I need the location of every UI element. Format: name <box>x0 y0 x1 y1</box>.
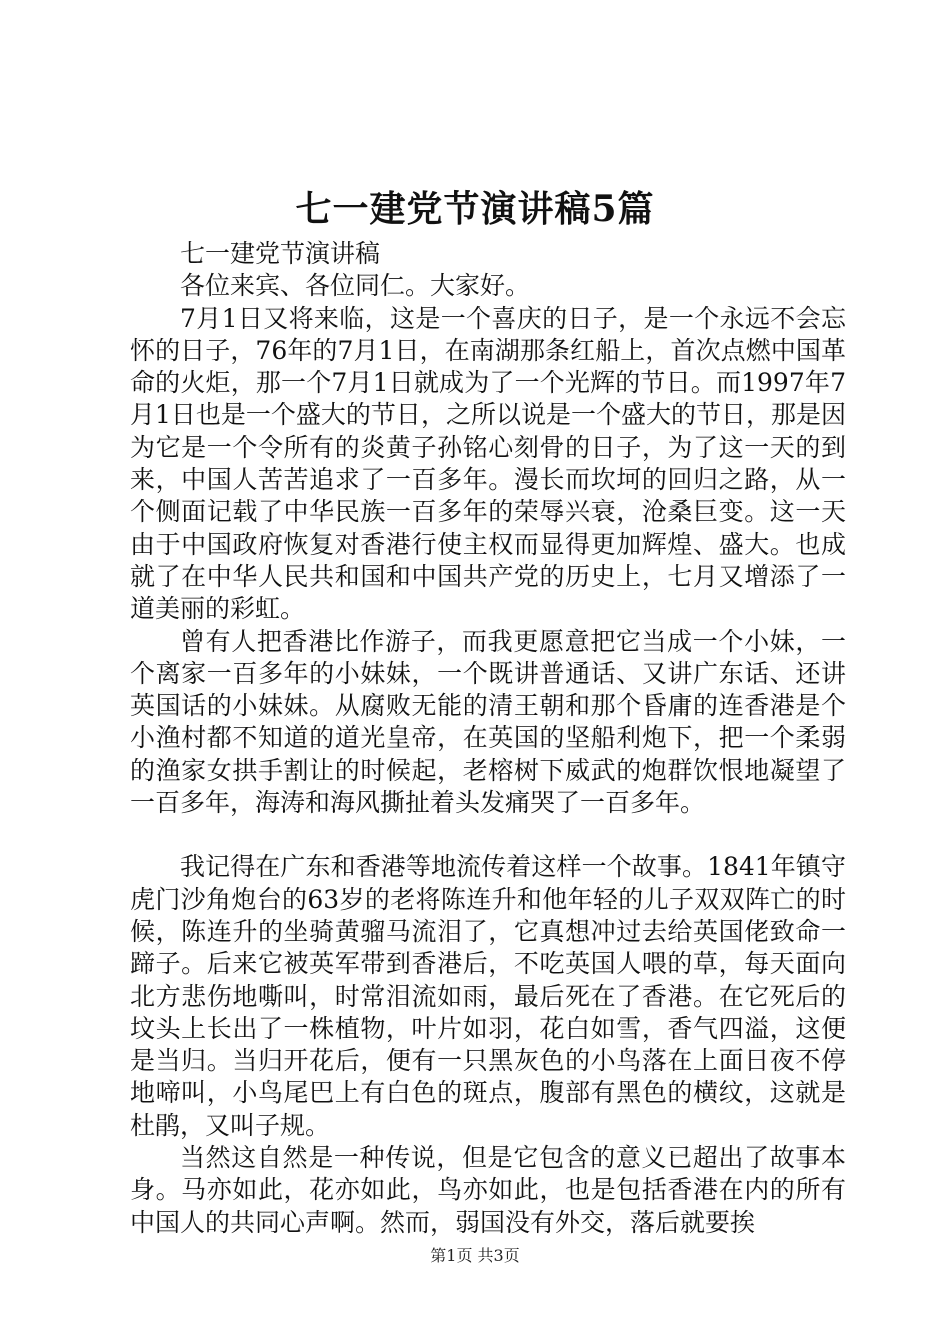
document-title: 七一建党节演讲稿5篇 <box>295 188 655 230</box>
paragraph: 当然这自然是一种传说，但是它包含的意义已超出了故事本身。马亦如此，花亦如此，鸟亦如此，也是包括香港在内的所有中国人的共同心声啊。然而，弱国没有外交，落后就要挨 <box>130 1143 846 1237</box>
page-footer: 第1页 共3页 <box>430 1246 520 1265</box>
paragraph: 我记得在广东和香港等地流传着这样一个故事。1841年镇守虎门沙角炮台的63岁的老将陈连升和他年轻的儿子双双阵亡的时候，陈连升的坐骑黄骝马流泪了，它真想冲过去给英国佬致命一蹄子。后来它被英军带到香港后，不吃英国人喂的草，每天面向北方悲伤地嘶叫，时常泪流如雨，最后死在了香港。在它死后的坟头上长出了一株植物，叶片如羽，花白如雪，香气四溢，这便是当归。当归开花后，便有一只黑灰色的小鸟落在上面日夜不停地啼叫，小鸟尾巴上有白色的斑点，腹部有黑色的横纹，这就是杜鹃，又叫子规。 <box>130 852 846 1140</box>
paragraph: 曾有人把香港比作游子，而我更愿意把它当成一个小妹，一个离家一百多年的小妹妹，一个既讲普通话、又讲广东话、还讲英国话的小妹妹。从腐败无能的清王朝和那个昏庸的连香港是个小渔村都不知道的道光皇帝，在英国的坚船利炮下，把一个柔弱的渔家女拱手割让的时候起，老榕树下威武的炮群饮恨地凝望了一百多年，海涛和海风撕扯着头发痛哭了一百多年。 <box>130 626 846 818</box>
greeting-line: 各位来宾、各位同仁。大家好。 <box>180 271 531 301</box>
paragraph: 7月1日又将来临，这是一个喜庆的日子，是一个永远不会忘怀的日子，76年的7月1日，在南湖那条红船上，首次点燃中国革命的火炬，那一个7月1日就成为了一个光辉的节日。而1997年7月1日也是一个盛大的节日，之所以说是一个盛大的节日，那是因为它是一个令所有的炎黄子孙铭心刻骨的日子，为了这一天的到来，中国人苦苦追求了一百多年。漫长而坎坷的回归之路，从一个侧面记载了中华民族一百多年的荣辱兴衰，沧桑巨变。这一天由于中国政府恢复对香港行使主权而显得更加辉煌、盛大。也成就了在中华人民共和国和中国共产党的历史上，七月又增添了一道美丽的彩虹。 <box>130 303 846 624</box>
speech-heading: 七一建党节演讲稿 <box>180 239 381 268</box>
document-body <box>130 238 846 1239</box>
blank-line <box>130 819 846 851</box>
